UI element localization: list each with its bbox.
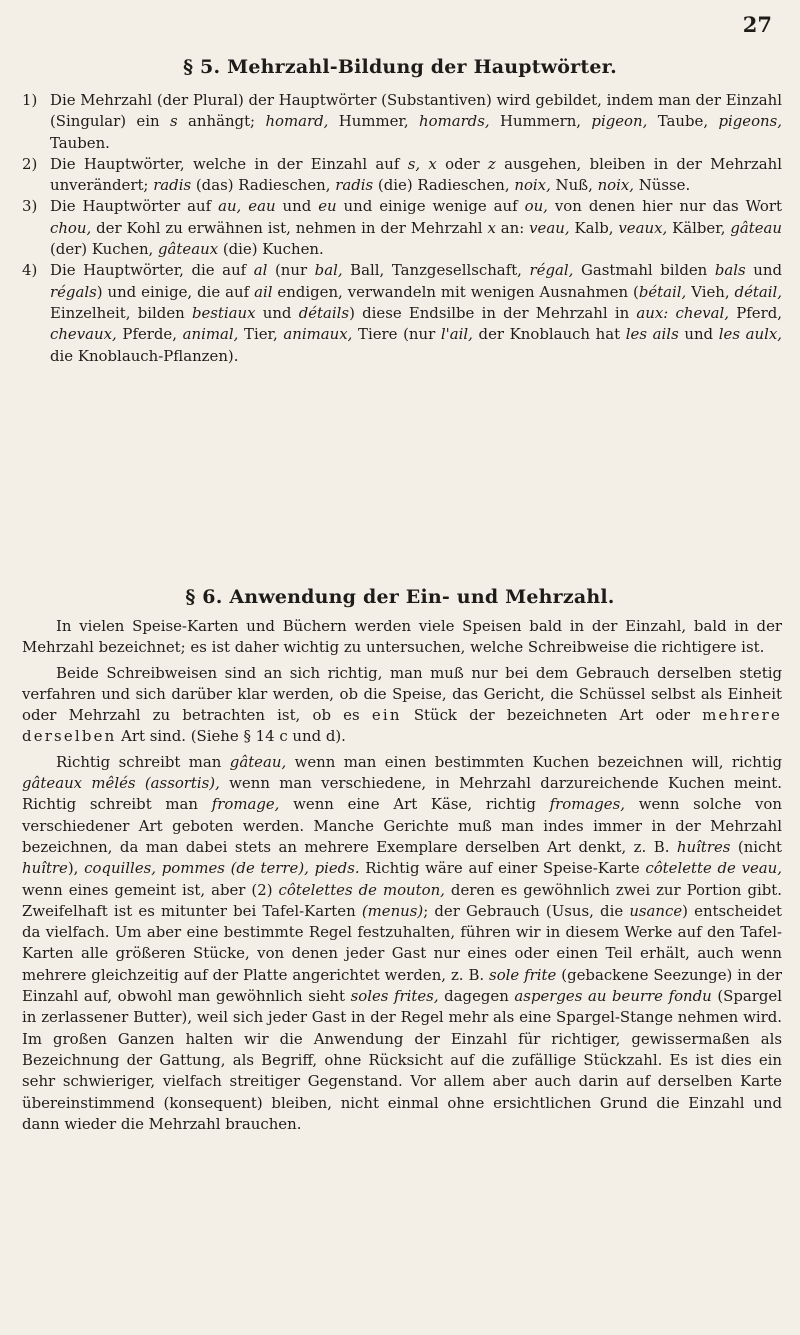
text-run: Kälber, bbox=[667, 218, 731, 237]
text-run: (nur bbox=[267, 261, 315, 280]
text-run: Die Mehrzahl (der Plural) der Hauptwörter (Substantiven) wird gebildet, indem man der Einzahl (Singular) ein bbox=[50, 91, 782, 131]
text-run: Hummern, bbox=[489, 112, 592, 131]
italic-term: veau, bbox=[529, 218, 570, 237]
text-run: Nuß, bbox=[550, 176, 598, 195]
italic-term: chou, bbox=[50, 218, 92, 237]
italic-term: eu bbox=[318, 197, 337, 216]
italic-term: sole frite bbox=[489, 965, 557, 984]
text-run: Stück der bezeichneten Art oder bbox=[401, 706, 703, 725]
italic-term: radis bbox=[153, 176, 192, 195]
list-item-text bbox=[50, 154, 782, 197]
italic-term: (menus) bbox=[361, 901, 424, 920]
italic-term: s bbox=[169, 112, 178, 131]
italic-term: homard, bbox=[265, 112, 329, 131]
text-run: Gastmahl bilden bbox=[573, 261, 715, 280]
italic-term: fromage, bbox=[211, 795, 280, 814]
text-run: der Knoblauch hat bbox=[472, 325, 626, 344]
text-run: wenn eines gemeint ist, aber (2) bbox=[22, 880, 279, 899]
italic-term: gâteau bbox=[730, 218, 783, 237]
italic-term: régals bbox=[50, 282, 97, 301]
italic-term: homards, bbox=[419, 112, 490, 131]
text-run: (gebackene Seezunge) in der Einzahl auf, obwohl man gewöhnlich sieht bbox=[22, 965, 782, 1006]
list-item-text bbox=[50, 196, 782, 260]
text-run: (Spargel in zerlassener Butter), weil sich jeder Gast in der Regel mehr als eine Spargel-Stange nehmen wird. Im großen Ganzen halten wir die Anwendung der Einzahl für richtiger, gewissermaßen als Bezeichnung der Gattung, als Begriff, ohne Rücksicht auf die zufällige Stückzahl. Es ist dies ein sehr schwieriger, vielfach streitiger Gegenstand. Vor allem aber auch darin auf derselben Karte übereinstimmend (konsequent) bleiben, nicht einmal ohne ersichtlichen Grund die Einzahl und dann wieder die Mehrzahl brauchen. bbox=[22, 987, 783, 1133]
italic-term: coquilles, pommes (de terre), pieds. bbox=[84, 859, 360, 878]
text-run: und einige wenige auf bbox=[336, 197, 525, 216]
italic-term: veaux, bbox=[618, 218, 668, 237]
text-run: ausgehen, bleiben in der Mehrzahl unverändert; bbox=[50, 154, 782, 195]
section-5-list bbox=[22, 90, 782, 367]
text-run: wenn eine Art Käse, richtig bbox=[279, 795, 550, 814]
italic-term: gâteaux mêlés (assortis), bbox=[22, 774, 220, 793]
italic-term: noix, bbox=[597, 176, 635, 195]
text-run: dagegen bbox=[438, 987, 515, 1006]
text-run: Richtig wäre auf einer Speise-Karte bbox=[359, 859, 646, 878]
text-run: endigen, verwandeln mit wenigen Ausnahmen ( bbox=[272, 282, 639, 301]
text-run: Tier, bbox=[238, 325, 284, 344]
italic-term: fromages, bbox=[549, 795, 625, 814]
italic-term: bals bbox=[714, 261, 746, 280]
text-run: an: bbox=[495, 218, 530, 237]
paragraph bbox=[22, 663, 782, 748]
text-run: anhängt; bbox=[177, 112, 266, 131]
italic-term: bestiaux bbox=[191, 303, 256, 322]
italic-term: soles frites, bbox=[350, 987, 439, 1006]
spaced-emphasis: ein bbox=[371, 706, 402, 725]
italic-term: régal, bbox=[529, 261, 574, 280]
italic-term: détail, bbox=[734, 282, 783, 301]
text-run: Kalb, bbox=[569, 218, 619, 237]
list-item bbox=[22, 90, 782, 154]
text-run: Nüsse. bbox=[634, 176, 691, 195]
text-run: Einzelheit, bilden bbox=[50, 303, 192, 322]
italic-term: noix, bbox=[514, 176, 551, 195]
text-run: wenn solche von verschiedener Art geboten werden. Manche Gerichte muß man indes immer in der Mehrzahl bezeichnen, da man dabei stets an mehrere Exemplare derselben Art denkt, z. B. bbox=[22, 795, 782, 856]
section-5-heading: § 5. Mehrzahl-Bildung der Hauptwörter. bbox=[183, 56, 617, 78]
text-run: Tauben. bbox=[50, 133, 110, 152]
text-run: Vieh, bbox=[686, 282, 735, 301]
text-run: und bbox=[745, 261, 782, 280]
paragraph bbox=[22, 616, 782, 659]
text-run: und bbox=[678, 325, 719, 344]
text-run: Tiere (nur bbox=[352, 325, 441, 344]
italic-term: aux: cheval, bbox=[636, 303, 730, 322]
italic-term: huîtres bbox=[676, 837, 731, 856]
list-item-number: 2) bbox=[22, 154, 38, 173]
text-run: deren es gewöhnlich zwei zur Portion gibt. Zweifelhaft ist es mitunter bei Tafel-Karten bbox=[22, 880, 782, 920]
text-run: Richtig schreibt man bbox=[56, 752, 230, 771]
text-run: der Kohl zu erwähnen ist, nehmen in der Mehrzahl bbox=[91, 218, 488, 237]
text-run: wenn man einen bestimmten Kuchen bezeichnen will, richtig bbox=[286, 752, 782, 771]
text-run: Beide Schreibweisen sind an sich richtig, man muß nur bei dem Gebrauch derselben stetig verfahren und sich darüber klar werden, ob die Speise, das Gericht, die Schüssel selbst als Einheit oder Mehrzahl zu betrachten ist, ob es bbox=[22, 663, 782, 725]
text-run: Pferd, bbox=[729, 303, 782, 322]
italic-term: les ails bbox=[625, 325, 679, 344]
italic-term: al bbox=[253, 261, 268, 280]
section-6-body bbox=[22, 616, 782, 1139]
italic-term: huître bbox=[22, 859, 68, 878]
italic-term: gâteau, bbox=[229, 752, 287, 771]
list-item bbox=[22, 260, 782, 366]
list-item-number: 4) bbox=[22, 261, 38, 280]
list-item-number: 1) bbox=[22, 91, 38, 109]
italic-term: côtelette de veau, bbox=[645, 859, 782, 878]
list-item-number: 3) bbox=[22, 197, 38, 216]
italic-term: détails bbox=[298, 303, 350, 322]
paragraph bbox=[22, 752, 782, 1135]
italic-term: chevaux, bbox=[50, 325, 117, 344]
text-run: Hummer, bbox=[328, 112, 420, 131]
text-run: und bbox=[275, 197, 319, 216]
text-run: (die) Kuchen. bbox=[218, 240, 324, 259]
text-run: Art sind. (Siehe § 14 c und d). bbox=[116, 727, 346, 746]
text-run: (der) Kuchen, bbox=[50, 240, 159, 259]
list-item-text bbox=[50, 90, 782, 154]
text-run: ) diese Endsilbe in der Mehrzahl in bbox=[349, 303, 637, 322]
text-run: (das) Radieschen, bbox=[191, 176, 336, 195]
text-run: Die Hauptwörter auf bbox=[50, 197, 219, 216]
text-run: ) und einige, die auf bbox=[96, 282, 255, 301]
italic-term: côtelettes de mouton, bbox=[278, 880, 445, 899]
text-run: ), bbox=[67, 859, 85, 878]
italic-term: radis bbox=[335, 176, 374, 195]
italic-term: l'ail, bbox=[440, 325, 473, 344]
text-run: ) entscheidet da vielfach. Um aber eine bestimmte Regel festzuhalten, führen wir in diesem Werke auf den Tafel-Karten alle größeren Stücke, von denen jeder Gast nur eines oder einen Teil erhält, auch wenn mehrere gleichzeitig auf der Platte angerichtet werden, z. B. bbox=[22, 901, 782, 984]
text-run: In vielen Speise-Karten und Büchern werden viele Speisen bald in der Einzahl, bald in der Mehrzahl bezeichnet; es ist daher wichtig zu untersuchen, welche Schreibweise die richtigere ist. bbox=[22, 617, 782, 657]
italic-term: au, eau bbox=[218, 197, 276, 216]
italic-term: animaux, bbox=[283, 325, 353, 344]
italic-term: animal, bbox=[182, 325, 239, 344]
text-run: Ball, Tanzgesellschaft, bbox=[342, 261, 530, 280]
spaced-emphasis: mehrere derselben bbox=[22, 706, 782, 746]
italic-term: usance bbox=[629, 901, 683, 920]
italic-term: asperges au beurre fondu bbox=[514, 987, 712, 1006]
italic-term: ou, bbox=[524, 197, 548, 216]
text-run: von denen hier nur das Wort bbox=[547, 197, 782, 216]
italic-term: pigeon, bbox=[591, 112, 648, 131]
text-run: die Knoblauch-Pflanzen). bbox=[50, 346, 239, 365]
italic-term: bétail, bbox=[638, 282, 687, 301]
text-run: ; der Gebrauch (Usus, die bbox=[423, 901, 630, 920]
italic-term: z bbox=[487, 154, 496, 173]
list-item-text bbox=[50, 260, 782, 366]
text-run: (nicht bbox=[730, 837, 782, 856]
italic-term: les aulx, bbox=[718, 325, 782, 344]
text-run: Die Hauptwörter, die auf bbox=[50, 261, 254, 280]
page-number: 27 bbox=[742, 12, 772, 37]
text-run: Die Hauptwörter, welche in der Einzahl auf bbox=[50, 154, 408, 173]
italic-term: x bbox=[487, 218, 496, 237]
list-item bbox=[22, 196, 782, 260]
italic-term: bal, bbox=[314, 261, 343, 280]
text-run: oder bbox=[436, 154, 488, 173]
italic-term: gâteaux bbox=[158, 240, 219, 259]
text-run: und bbox=[255, 303, 299, 322]
text-run: wenn man verschiedene, in Mehrzahl darzureichende Kuchen meint. Richtig schreibt man bbox=[22, 774, 782, 814]
italic-term: s, x bbox=[407, 154, 437, 173]
list-item bbox=[22, 154, 782, 197]
italic-term: pigeons, bbox=[718, 112, 783, 131]
text-run: Pferde, bbox=[116, 325, 183, 344]
italic-term: ail bbox=[254, 282, 273, 301]
text-run: Taube, bbox=[647, 112, 719, 131]
text-run: (die) Radieschen, bbox=[373, 176, 515, 195]
section-6-heading: § 6. Anwendung der Ein- und Mehrzahl. bbox=[185, 586, 615, 608]
